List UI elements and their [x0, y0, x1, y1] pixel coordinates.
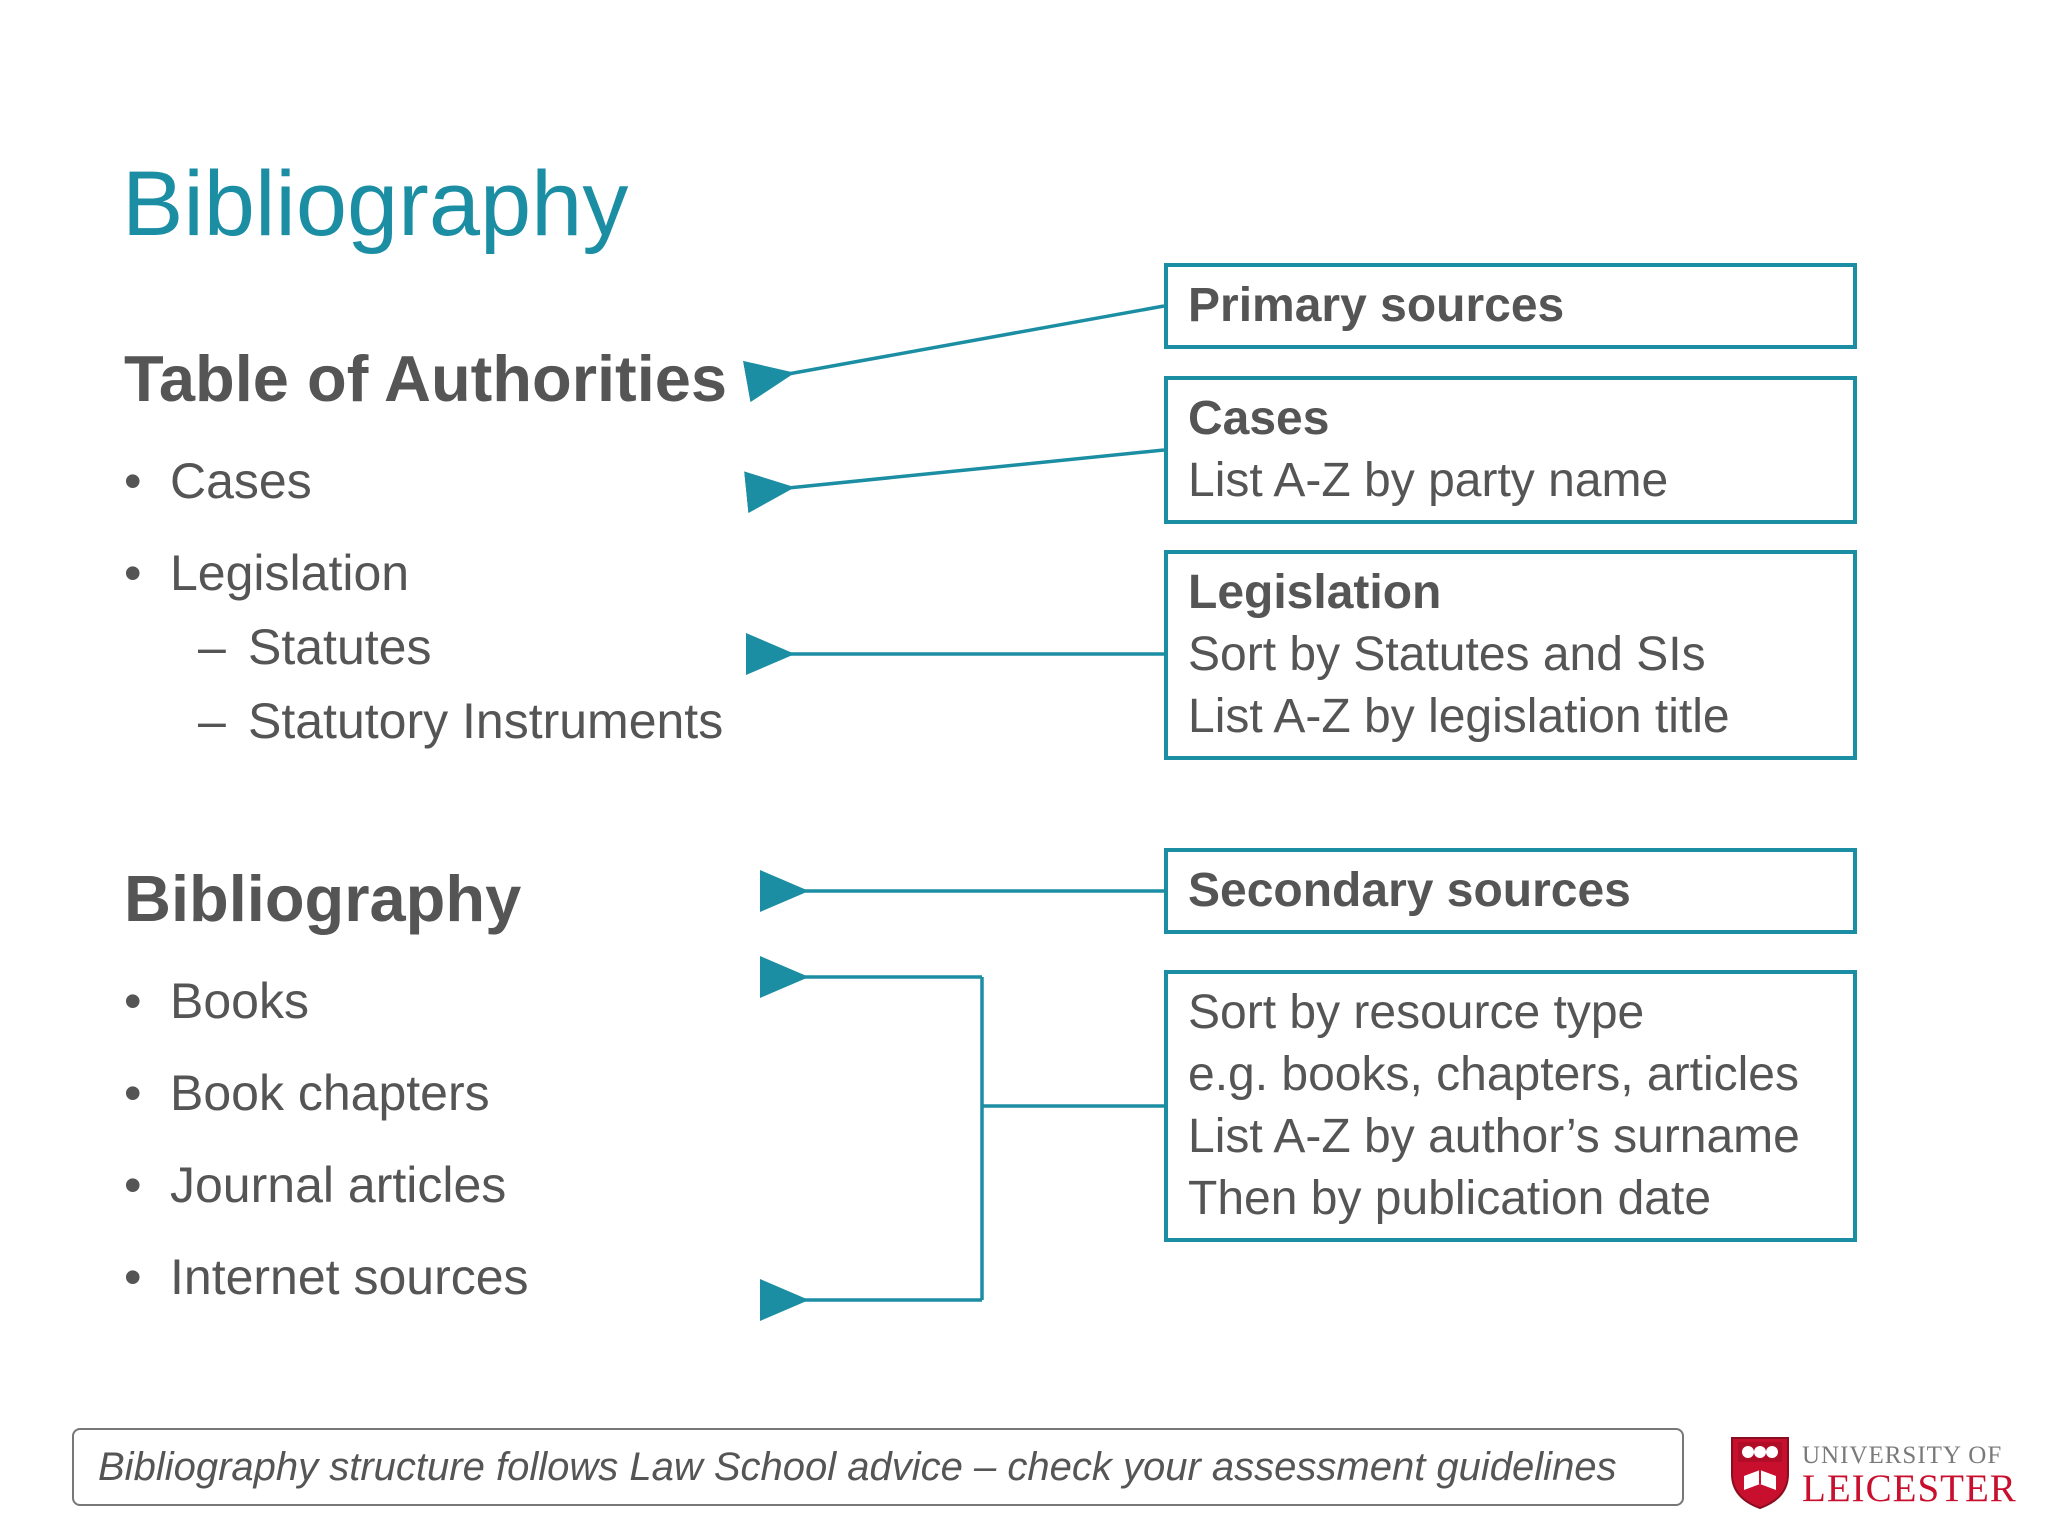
box-line: Sort by resource type — [1188, 986, 1645, 1039]
box-cases — [1164, 376, 1857, 524]
bullet-point: • — [124, 453, 142, 509]
footer-note: Bibliography structure follows Law School advice – check your assessment guidelines — [72, 1428, 1684, 1506]
subitem-label: Statutes — [248, 619, 432, 675]
box-title: Primary sources — [1188, 279, 1565, 332]
bib-heading: Bibliography — [124, 862, 522, 935]
bib-item-label: Internet sources — [170, 1249, 529, 1305]
box-legislation — [1164, 550, 1857, 760]
box-line: Sort by Statutes and SIs — [1188, 628, 1706, 681]
bib-item-label: Book chapters — [170, 1065, 490, 1121]
box-title: Secondary sources — [1188, 864, 1631, 917]
bib-item-label: Books — [170, 973, 309, 1029]
box-line: List A-Z by party name — [1188, 454, 1669, 507]
toa-item-label: Legislation — [170, 545, 410, 601]
subitem-label: Statutory Instruments — [248, 693, 724, 749]
box-line: List A-Z by author’s surname — [1188, 1110, 1800, 1163]
bullet-point: • — [124, 545, 142, 601]
dash-marker: – — [198, 693, 226, 749]
bib-item-label: Journal articles — [170, 1157, 507, 1213]
box-title: Cases — [1188, 392, 1330, 445]
shield-icon — [1728, 1432, 1792, 1512]
toa-item-label: Cases — [170, 453, 312, 509]
slide-title: Bibliography — [122, 153, 629, 255]
box-primary-sources — [1164, 263, 1857, 349]
toa-heading: Table of Authorities — [124, 342, 728, 415]
logo-line-university-of: UNIVERSITY OF — [1802, 1442, 2003, 1469]
box-line: List A-Z by legislation title — [1188, 690, 1730, 743]
arrow-primary-to-toa — [788, 306, 1164, 374]
university-logo — [1728, 1432, 2017, 1512]
box-line: e.g. books, chapters, articles — [1188, 1048, 1799, 1101]
box-secondary-detail — [1164, 970, 1857, 1242]
bullet-point: • — [124, 1065, 142, 1121]
logo-line-leicester: LEICESTER — [1802, 1467, 2017, 1510]
bullet-point: • — [124, 973, 142, 1029]
dash-marker: – — [198, 619, 226, 675]
box-secondary-sources — [1164, 848, 1857, 934]
bullet-point: • — [124, 1157, 142, 1213]
box-title: Legislation — [1188, 566, 1442, 619]
bullet-point: • — [124, 1249, 142, 1305]
arrow-cases — [788, 450, 1164, 488]
box-line: Then by publication date — [1188, 1172, 1712, 1225]
